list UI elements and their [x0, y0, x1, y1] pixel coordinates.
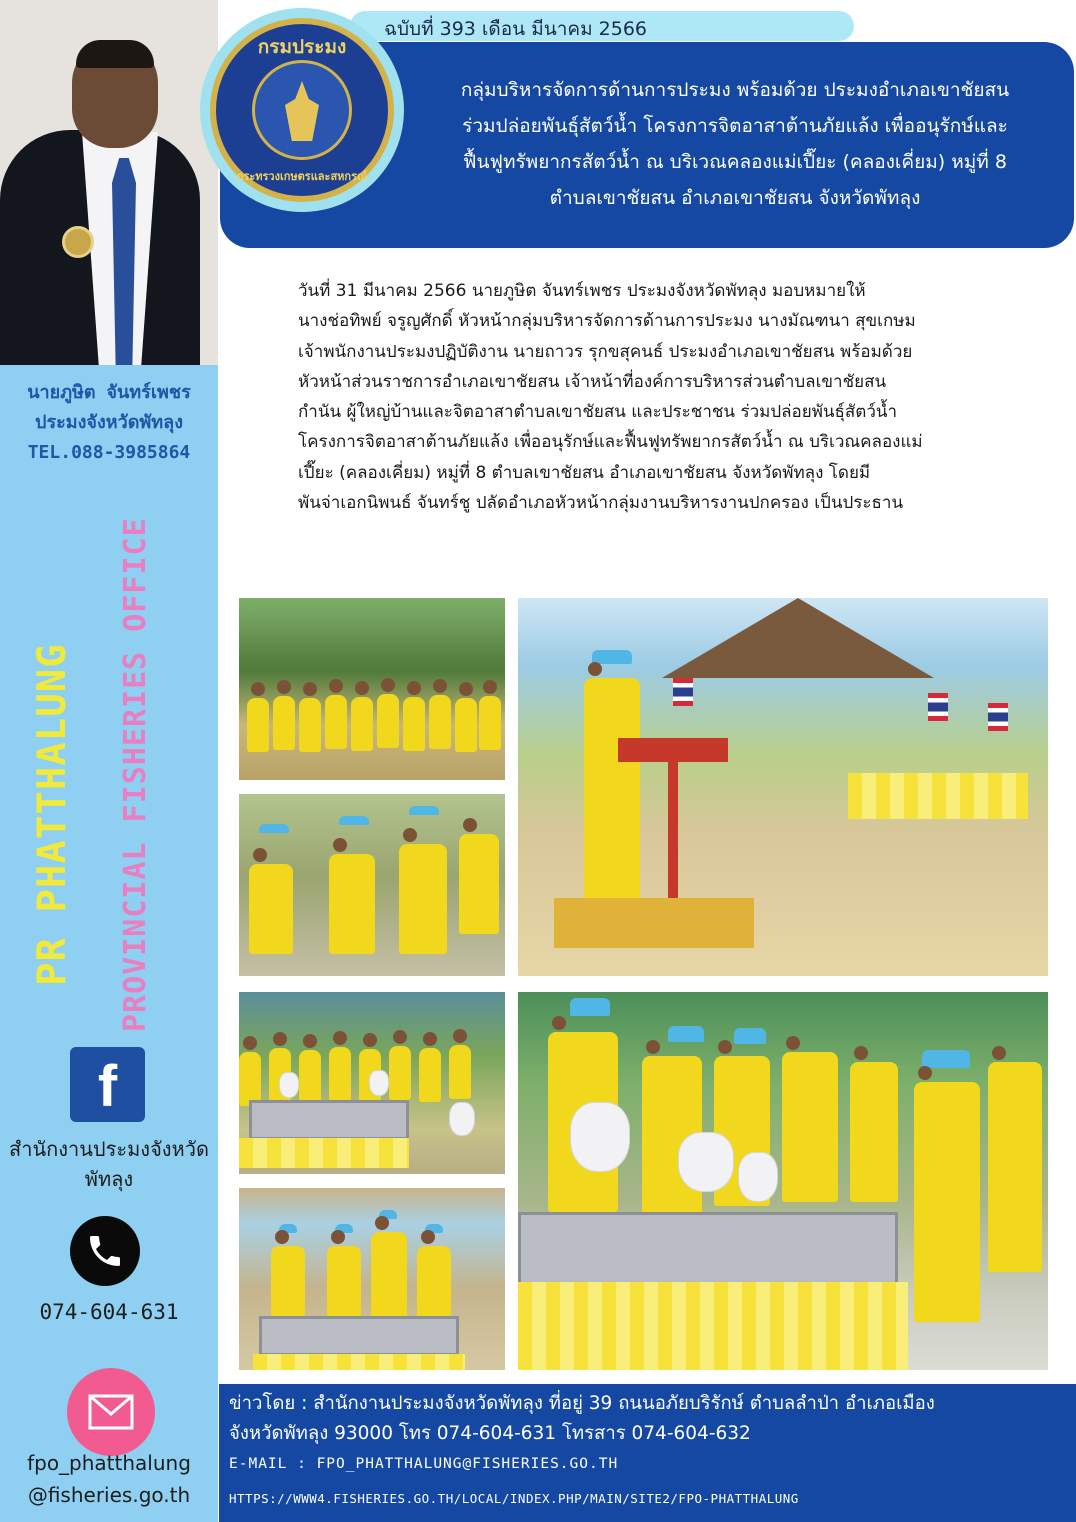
issue-bar	[350, 11, 854, 41]
office-email[interactable]: fpo_phatthalung @fisheries.go.th	[27, 1451, 191, 1507]
director-info	[0, 378, 218, 468]
vertical-subtitle: PROVINCIAL FISHERIES OFFICE	[118, 517, 153, 1032]
footer-email[interactable]: E-MAIL : FPO_PHATTHALUNG@FISHERIES.GO.TH	[229, 1456, 619, 1472]
sidebar	[0, 0, 218, 1522]
photo-seated-attendees	[239, 794, 505, 976]
news-body: วันที่ 31 มีนาคม 2566 นายภูษิต จันทร์เพชร ประมงจังหวัดพัทลุง มอบหมายให้ นางช่อทิพย์ จรูญศักดิ์ หัวหน้ากลุ่มบริหารจัดการด้านการประมง นางมัณฑนา สุขเกษม เจ้าพนักงานประมงปฏิบัติงาน นายถาวร รุกขสุคนธ์ ประมงอำเภอเขาชัยสน พร้อมด้วย หัวหน้าส่วนราชการอำเภอเขาชัยสน เจ้าหน้าที่องค์การบริหารส่วนตำบลเขาชัยสน กำนัน ผู้ใหญ่บ้านและจิตอาสาตำบลเขาชัยสน และประชาชน ร่วมปล่อยพันธุ์สัตว์น้ำ โครงการจิตอาสาต้านภัยแล้ง เพื่ออนุรักษ์และฟื้นฟูทรัพยากรสัตว์น้ำ ณ บริเวณคลองแม่ เปี๊ยะ (คลองเคี่ยม) หมู่ที่ 8 ตำบลเขาชัยสน อำเภอเขาชัยสน จังหวัดพัทลุง โดยมี พันจ่าเอกนิพนธ์ จันทร์ชู ปลัดอำเภอหัวหน้ากลุ่มงานบริหารงานปกครอง เป็นประธาน	[298, 281, 923, 514]
photo-fish-release	[518, 992, 1048, 1370]
photo-crowd-with-bags	[239, 992, 505, 1174]
issue-label: ฉบับที่ 393 เดือน มีนาคม 2566	[384, 18, 648, 40]
footer-address: ข่าวโดย : สำนักงานประมงจังหวัดพัทลุง ที่อยู่ 39 ถนนอภัยบริรักษ์ ตำบลลำป่า อำเภอเมือง จังหวัดพัทลุง 93000 โทร 074-604-631 โทรสาร 074-604-632	[229, 1393, 935, 1444]
photo-speaker-at-lectern	[518, 598, 1048, 976]
director-name: นายภูษิต จันทร์เพชร	[27, 382, 191, 403]
mail-icon[interactable]	[67, 1368, 155, 1456]
footer	[219, 1384, 1076, 1522]
facebook-glyph: f	[97, 1054, 118, 1119]
photo-officials-at-tank	[239, 1188, 505, 1370]
footer-url[interactable]: HTTPS://WWW4.FISHERIES.GO.TH/LOCAL/INDEX.PHP/MAIN/SITE2/FPO-PHATTHALUNG	[229, 1491, 799, 1506]
office-phone[interactable]: 074-604-631	[39, 1300, 179, 1324]
director-tel: TEL.088-3985864	[27, 442, 191, 463]
director-portrait	[0, 0, 218, 365]
director-position: ประมงจังหวัดพัทลุง	[35, 412, 183, 433]
vertical-title: PR PHATTHALUNG	[30, 643, 75, 986]
logo-top-text: กรมประมง	[257, 36, 347, 58]
facebook-icon[interactable]	[70, 1047, 145, 1122]
department-of-fisheries-logo	[210, 18, 394, 202]
facebook-page-label[interactable]: สำนักงานประมงจังหวัดพัทลุง	[9, 1137, 209, 1191]
phone-icon[interactable]	[70, 1216, 140, 1286]
headline: กลุ่มบริหารจัดการด้านการประมง พร้อมด้วย ประมงอำเภอเขาชัยสน ร่วมปล่อยพันธุ์สัตว์น้ำ โครงการจิตอาสาต้านภัยแล้ง เพื่ออนุรักษ์และ ฟื้นฟูทรัพยากรสัตว์น้ำ ณ บริเวณคลองแม่เปี๊ยะ (คลองเคี่ยม) หมู่ที่ 8 ตำบลเขาชัยสน อำเภอเขาชัยสน จังหวัดพัทลุง	[460, 79, 1010, 209]
logo-bottom-text: กระทรวงเกษตรและสหกรณ์	[236, 170, 368, 183]
photo-group-lineup	[239, 598, 505, 780]
emblem-icon	[252, 60, 352, 160]
